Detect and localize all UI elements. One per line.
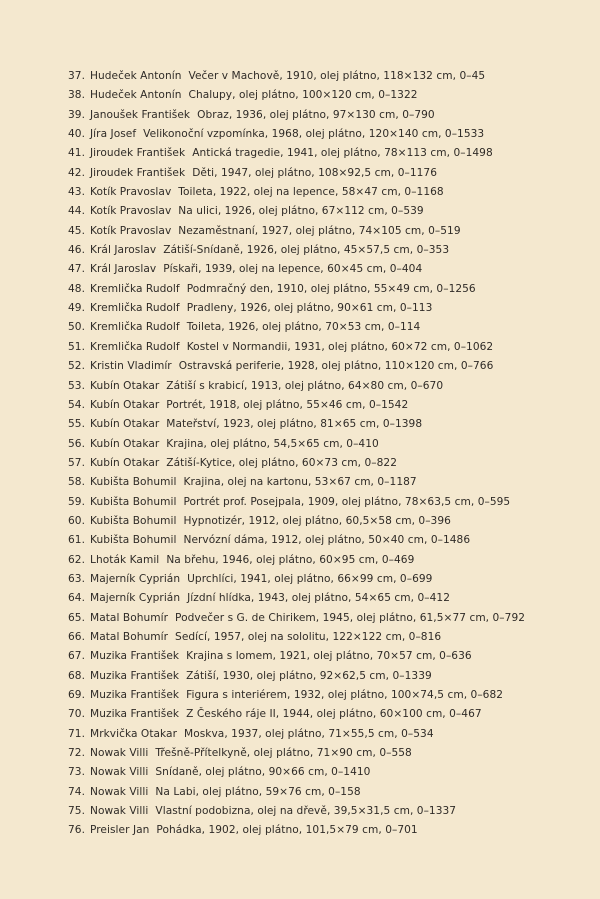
entry-number: 75. (68, 805, 85, 818)
catalog-entry (68, 725, 588, 744)
entry-artist: Kubín Otakar (90, 379, 160, 392)
entry-artist: Kubín Otakar (90, 437, 160, 450)
entry-details: Zátiší-Kytice, olej plátno, 60×73 cm, 0–822 (166, 456, 398, 469)
entry-artist: Lhoták Kamil (90, 553, 160, 566)
entry-artist: Kubišta Bohumil (90, 534, 177, 547)
entry-number: 68. (68, 669, 85, 682)
entry-artist: Majerník Cyprián (90, 592, 181, 605)
entry-details: Chalupy, olej plátno, 100×120 cm, 0–1322 (188, 89, 418, 102)
entry-details: Uprchlíci, 1941, olej plátno, 66×99 cm, 0–699 (187, 572, 433, 585)
catalog-entry (68, 802, 588, 821)
entry-number: 62. (68, 553, 85, 566)
entry-number: 39. (68, 108, 85, 121)
catalog-entry (68, 183, 588, 202)
entry-artist: Muzika František (90, 708, 180, 721)
catalog-entry (68, 67, 588, 86)
entry-number: 70. (68, 708, 85, 721)
entry-artist: Kubín Otakar (90, 456, 160, 469)
entry-number: 50. (68, 321, 85, 334)
catalog-entry (68, 821, 588, 840)
entry-details: Pohádka, 1902, olej plátno, 101,5×79 cm, 0–701 (156, 824, 418, 837)
entry-number: 51. (68, 340, 85, 353)
entry-artist: Kubín Otakar (90, 398, 160, 411)
catalog-entry (68, 396, 588, 415)
catalog-entry (68, 222, 588, 241)
entry-details: Antická tragedie, 1941, olej plátno, 78×113 cm, 0–1498 (192, 147, 493, 160)
catalog-entry (68, 202, 588, 221)
entry-number: 48. (68, 282, 85, 295)
catalog-entry (68, 744, 588, 763)
entry-artist: Kotík Pravoslav (90, 186, 172, 199)
entry-number: 76. (68, 824, 85, 837)
entry-details: Pískaři, 1939, olej na lepence, 60×45 cm, 0–404 (163, 263, 423, 276)
entry-details: Zátiší-Snídaně, 1926, olej plátno, 45×57,5 cm, 0–353 (163, 244, 450, 257)
catalog-entry (68, 125, 588, 144)
entry-details: Večer v Machově, 1910, olej plátno, 118×132 cm, 0–45 (188, 70, 486, 82)
entry-artist: Jíra Josef (90, 128, 137, 141)
entry-details: Nervózní dáma, 1912, olej plátno, 50×40 cm, 0–1486 (183, 534, 471, 547)
entry-artist: Nowak Villi (90, 785, 149, 798)
entry-artist: Hudeček Antonín (90, 70, 182, 82)
entry-number: 64. (68, 592, 85, 605)
catalog-entry (68, 241, 588, 260)
entry-details: Děti, 1947, olej plátno, 108×92,5 cm, 0–1176 (192, 166, 438, 179)
entry-details: Velikonoční vzpomínka, 1968, olej plátno, 120×140 cm, 0–1533 (143, 128, 485, 141)
catalog-entry (68, 647, 588, 666)
entry-details: Třešně-Přítelkyně, olej plátno, 71×90 cm, 0–558 (155, 747, 412, 760)
entry-artist: Majerník Cyprián (90, 572, 181, 585)
entry-artist: Kubišta Bohumil (90, 495, 177, 508)
entry-number: 58. (68, 476, 85, 489)
entry-artist: Mrkvička Otakar (90, 727, 178, 740)
catalog-entry (68, 551, 588, 570)
catalog-entry (68, 667, 588, 686)
entry-artist: Kubín Otakar (90, 418, 160, 431)
entry-number: 52. (68, 360, 85, 373)
catalog-entry (68, 705, 588, 724)
entry-artist: Muzika František (90, 669, 180, 682)
entry-artist: Král Jaroslav (90, 244, 157, 257)
entry-artist: Kremlička Rudolf (90, 302, 180, 315)
entry-number: 40. (68, 128, 85, 141)
entry-number: 61. (68, 534, 85, 547)
entry-details: Obraz, 1936, olej plátno, 97×130 cm, 0–790 (197, 108, 435, 121)
entry-number: 44. (68, 205, 85, 218)
catalog-entry (68, 415, 588, 434)
entry-number: 69. (68, 689, 85, 701)
entry-details: Snídaně, olej plátno, 90×66 cm, 0–1410 (155, 766, 371, 779)
catalog-entry (68, 318, 588, 337)
entry-number: 60. (68, 514, 85, 527)
catalog-entry (68, 531, 588, 550)
entry-details: Vlastní podobizna, olej na dřevě, 39,5×31,5 cm, 0–1337 (155, 805, 457, 818)
catalog-entry (68, 164, 588, 183)
catalog-entry (68, 357, 588, 376)
catalog-entry (68, 493, 588, 512)
catalog-entry (68, 280, 588, 299)
catalog-entry (68, 763, 588, 782)
entry-number: 45. (68, 224, 85, 237)
catalog-entry (68, 473, 588, 492)
entry-number: 56. (68, 437, 85, 450)
entry-number: 55. (68, 418, 85, 431)
catalog-entry (68, 783, 588, 802)
entry-number: 41. (68, 147, 85, 160)
entry-details: Z Českého ráje II, 1944, olej plátno, 60×100 cm, 0–467 (186, 708, 482, 721)
entry-details: Pradleny, 1926, olej plátno, 90×61 cm, 0–113 (186, 302, 433, 315)
catalog-entry (68, 106, 588, 125)
entry-details: Na Labi, olej plátno, 59×76 cm, 0–158 (155, 785, 361, 798)
entry-number: 53. (68, 379, 85, 392)
entry-number: 46. (68, 244, 85, 257)
entry-artist: Jiroudek František (90, 147, 186, 160)
entry-artist: Janoušek František (90, 108, 191, 121)
entry-details: Toileta, 1922, olej na lepence, 58×47 cm, 0–1168 (178, 186, 444, 199)
entry-artist: Kubišta Bohumil (90, 514, 177, 527)
entry-details: Hypnotizér, 1912, olej plátno, 60,5×58 cm, 0–396 (183, 514, 451, 527)
catalog-entry (68, 512, 588, 531)
entry-artist: Kotík Pravoslav (90, 224, 172, 237)
entry-artist: Kristin Vladimír (90, 360, 172, 373)
entry-artist: Nowak Villi (90, 805, 149, 818)
entry-details: Toileta, 1926, olej plátno, 70×53 cm, 0–114 (186, 321, 421, 334)
entry-number: 74. (68, 785, 85, 798)
catalog-entry (68, 144, 588, 163)
catalog-entry (68, 435, 588, 454)
entry-details: Zátiší s krabicí, 1913, olej plátno, 64×80 cm, 0–670 (166, 379, 444, 392)
entry-details: Podmračný den, 1910, olej plátno, 55×49 cm, 0–1256 (186, 282, 476, 295)
entry-artist: Kremlička Rudolf (90, 282, 180, 295)
entry-artist: Hudeček Antonín (90, 89, 182, 102)
artwork-catalog-list (68, 67, 588, 841)
catalog-entry (68, 86, 588, 105)
catalog-entry (68, 299, 588, 318)
entry-artist: Kotík Pravoslav (90, 205, 172, 218)
entry-number: 73. (68, 766, 85, 779)
entry-details: Kostel v Normandii, 1931, olej plátno, 60×72 cm, 0–1062 (186, 340, 494, 353)
entry-artist: Nowak Villi (90, 766, 149, 779)
entry-artist: Jiroudek František (90, 166, 186, 179)
entry-number: 43. (68, 186, 85, 199)
entry-details: Na ulici, 1926, olej plátno, 67×112 cm, 0–539 (178, 205, 424, 218)
entry-details: Nezaměstnaní, 1927, olej plátno, 74×105 cm, 0–519 (178, 224, 461, 237)
entry-details: Krajina, olej plátno, 54,5×65 cm, 0–410 (166, 437, 379, 450)
entry-details: Podvečer s G. de Chirikem, 1945, olej plátno, 61,5×77 cm, 0–792 (175, 611, 526, 624)
entry-artist: Nowak Villi (90, 747, 149, 760)
entry-number: 47. (68, 263, 85, 276)
entry-details: Jízdní hlídka, 1943, olej plátno, 54×65 cm, 0–412 (187, 592, 450, 605)
catalog-entry (68, 570, 588, 589)
entry-number: 67. (68, 650, 85, 663)
entry-number: 63. (68, 572, 85, 585)
entry-artist: Muzika František (90, 650, 180, 663)
entry-number: 37. (68, 70, 85, 82)
entry-number: 54. (68, 398, 85, 411)
entry-number: 71. (68, 727, 85, 740)
entry-details: Krajina, olej na kartonu, 53×67 cm, 0–1187 (183, 476, 417, 489)
entry-details: Krajina s lomem, 1921, olej plátno, 70×57 cm, 0–636 (186, 650, 472, 663)
entry-number: 57. (68, 456, 85, 469)
entry-number: 38. (68, 89, 85, 102)
entry-details: Na břehu, 1946, olej plátno, 60×95 cm, 0–469 (166, 553, 415, 566)
catalog-entry (68, 377, 588, 396)
entry-details: Figura s interiérem, 1932, olej plátno, 100×74,5 cm, 0–682 (186, 689, 504, 701)
entry-details: Portrét prof. Posejpala, 1909, olej plátno, 78×63,5 cm, 0–595 (183, 495, 511, 508)
entry-artist: Kremlička Rudolf (90, 321, 180, 334)
catalog-entry (68, 686, 588, 705)
entry-artist: Matal Bohumír (90, 630, 169, 643)
catalog-entry (68, 338, 588, 357)
catalog-entry (68, 589, 588, 608)
entry-number: 49. (68, 302, 85, 315)
entry-details: Portrét, 1918, olej plátno, 55×46 cm, 0–1542 (166, 398, 409, 411)
catalog-entry (68, 260, 588, 279)
catalog-entry (68, 609, 588, 628)
entry-details: Ostravská periferie, 1928, olej plátno, 110×120 cm, 0–766 (178, 360, 494, 373)
entry-number: 59. (68, 495, 85, 508)
entry-details: Mateřství, 1923, olej plátno, 81×65 cm, 0–1398 (166, 418, 423, 431)
entry-artist: Kubišta Bohumil (90, 476, 177, 489)
entry-number: 72. (68, 747, 85, 760)
entry-artist: Muzika František (90, 689, 180, 701)
entry-artist: Preisler Jan (90, 824, 150, 837)
entry-number: 66. (68, 630, 85, 643)
catalog-entry (68, 628, 588, 647)
entry-number: 42. (68, 166, 85, 179)
entry-artist: Matal Bohumír (90, 611, 169, 624)
entry-details: Zátiší, 1930, olej plátno, 92×62,5 cm, 0–1339 (186, 669, 432, 682)
catalog-entry (68, 454, 588, 473)
entry-artist: Král Jaroslav (90, 263, 157, 276)
entry-number: 65. (68, 611, 85, 624)
entry-artist: Kremlička Rudolf (90, 340, 180, 353)
entry-details: Moskva, 1937, olej plátno, 71×55,5 cm, 0–534 (184, 727, 434, 740)
entry-details: Sedící, 1957, olej na sololitu, 122×122 cm, 0–816 (175, 630, 442, 643)
